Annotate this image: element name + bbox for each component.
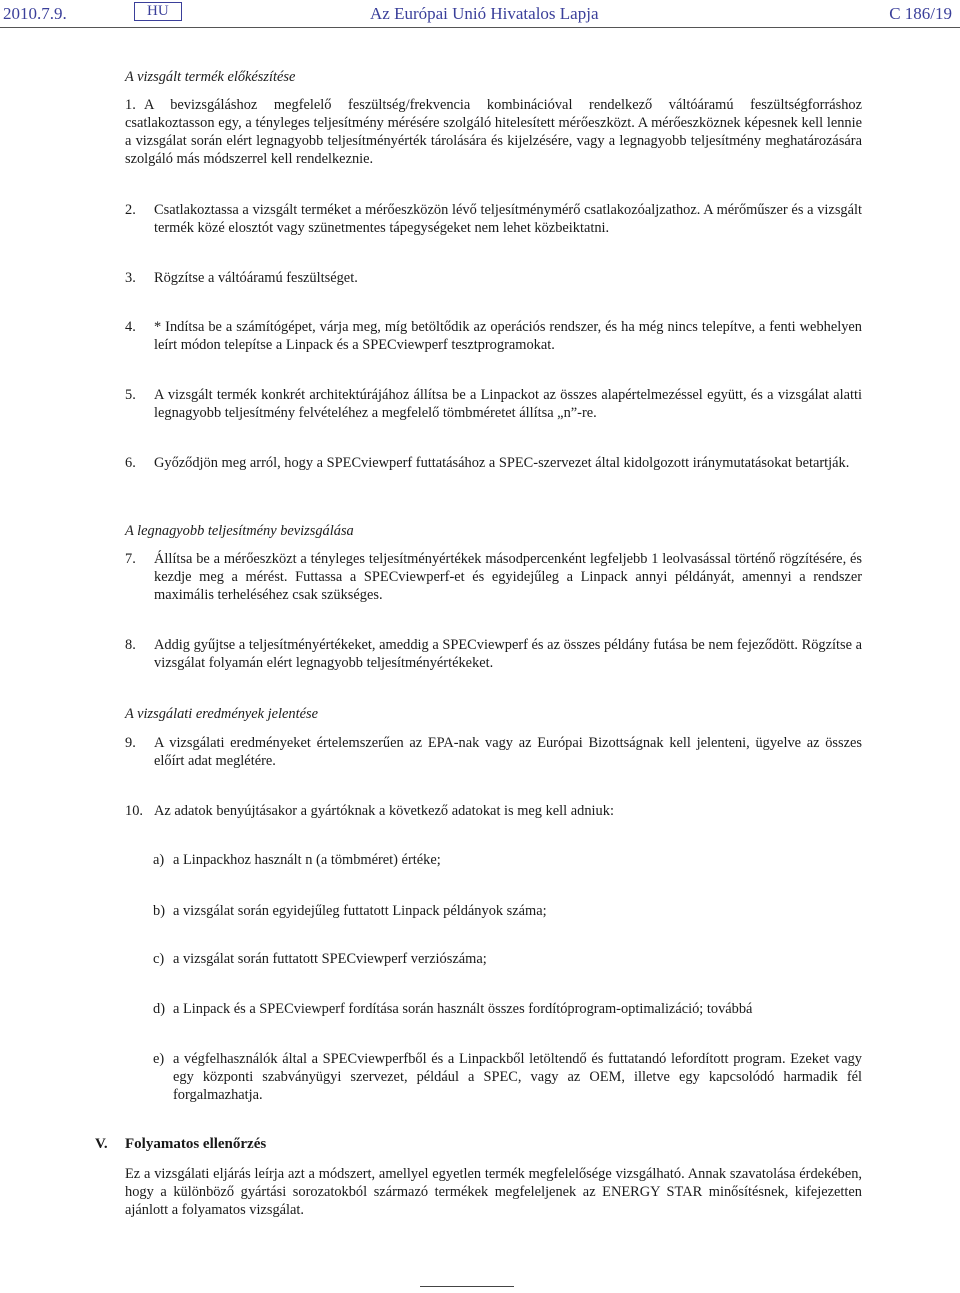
- sub-item-text: a végfelhasználók által a SPECviewperfből és a Linpackből letöltendő és futtatandó lefordított program. Ezeket vagy egy központi szabványügyi szervezet, például a SPEC, vagy az OEM, illetve egy kapcsolódó harmadik fél forgalmazhatja.: [173, 1051, 862, 1103]
- list-item: [125, 269, 862, 287]
- item-text: A vizsgált termék konkrét architektúrájához állítsa be a Linpackot az összes alapértelmezéssel együtt, és a vizsgálat alatti legnagyobb teljesítmény felvételéhez a megfelelő tömbméretet állítsa „n”-re.: [154, 387, 862, 421]
- item-number: 10.: [125, 803, 143, 819]
- section-heading-reporting: A vizsgálati eredmények jelentése: [125, 706, 319, 722]
- sub-item-text: a Linpack és a SPECviewperf fordítása során használt összes fordítóprogram-optimalizáció; továbbá: [173, 1001, 753, 1017]
- list-item: [125, 734, 862, 770]
- item-number: 3.: [125, 270, 136, 286]
- item-number: 9.: [125, 735, 136, 751]
- item-text: A vizsgálati eredményeket értelemszerűen az EPA-nak vagy az Európai Bizottságnak kell jelenteni, ügyelve az összes előírt adat meglétére.: [154, 735, 862, 769]
- item-text: * Indítsa be a számítógépet, várja meg, míg betöltődik az operációs rendszer, és ha még nincs telepítve, a fenti webhelyen leírt módon telepítse a Linpack és a SPECviewperf tesztprogramokat.: [154, 319, 862, 353]
- publication-date: 2010.7.9.: [3, 4, 67, 23]
- list-item: [125, 454, 862, 472]
- list-item: [125, 550, 862, 604]
- list-item: [125, 96, 862, 168]
- journal-title: Az Európai Unió Hivatalos Lapja: [370, 4, 599, 23]
- item-number: 1.: [125, 97, 136, 113]
- list-item: [125, 201, 862, 237]
- sub-list-item: [153, 902, 862, 920]
- item-number: 4.: [125, 319, 136, 335]
- item-number: 2.: [125, 202, 136, 218]
- sub-item-text: a vizsgálat során egyidejűleg futtatott Linpack példányok száma;: [173, 903, 547, 919]
- sub-list-item: [153, 1000, 862, 1018]
- sub-list-item: [153, 851, 862, 869]
- item-number: 6.: [125, 455, 136, 471]
- section-heading-max-power: A legnagyobb teljesítmény bevizsgálása: [125, 523, 354, 539]
- item-text: Győződjön meg arról, hogy a SPECviewperf futtatásához a SPEC-szervezet által kidolgozott iránymutatásokat betartják.: [154, 455, 850, 471]
- language-badge: HU: [134, 2, 182, 21]
- sub-item-letter: e): [153, 1051, 165, 1067]
- list-item: [125, 386, 862, 422]
- item-number: 8.: [125, 637, 136, 653]
- item-text: Az adatok benyújtásakor a gyártóknak a következő adatokat is meg kell adniuk:: [154, 803, 614, 819]
- sub-item-letter: a): [153, 852, 165, 868]
- item-text: Addig gyűjtse a teljesítményértékeket, ameddig a SPECviewperf és az összes példány futása be nem fejeződött. Rögzítse a vizsgálat folyamán elért legnagyobb teljesítményértékeket.: [154, 637, 862, 671]
- item-text: A bevizsgáláshoz megfelelő feszültség/frekvencia kombinációval rendelkező váltóáramú feszültségforráshoz csatlakoztasson egy, a tényleges teljesítmény mérésére szolgáló hitelesített mérőeszközt. A mérőeszköznek képesnek kell lennie a vizsgálat során elért legnagyobb teljesítményérték tárolására és kijelzésére, vagy a legnagyobb teljesítmény meghatározására szolgáló más módszerrel kell rendelkeznie.: [125, 97, 862, 167]
- sub-item-text: a Linpackhoz használt n (a tömbméret) értéke;: [173, 852, 441, 868]
- list-item: [125, 318, 862, 354]
- section-heading-preparation: A vizsgált termék előkészítése: [125, 69, 296, 85]
- page-number: C 186/19: [889, 4, 952, 23]
- header-rule: [0, 27, 960, 28]
- chapter-number: V.: [95, 1136, 108, 1152]
- chapter-title: Folyamatos ellenőrzés: [125, 1136, 267, 1152]
- sub-item-letter: d): [153, 1001, 165, 1017]
- item-number: 7.: [125, 551, 136, 567]
- item-number: 5.: [125, 387, 136, 403]
- sub-item-letter: b): [153, 903, 165, 919]
- item-text: Rögzítse a váltóáramú feszültséget.: [154, 270, 358, 286]
- list-item: [125, 802, 862, 820]
- list-item: [125, 636, 862, 672]
- sub-item-text: a vizsgálat során futtatott SPECviewperf verziószáma;: [173, 951, 487, 967]
- sub-list-item: [153, 1050, 862, 1104]
- chapter-paragraph: Ez a vizsgálati eljárás leírja azt a módszert, amellyel egyetlen termék megfelelősége vizsgálható. Annak szavatolása érdekében, hogy a különböző gyártási sorozatokból származó termékek megfeleljenek az ENERGY STAR minősítésnek, kifejezetten ajánlott a folyamatos vizsgálat.: [125, 1166, 862, 1218]
- item-text: Csatlakoztassa a vizsgált terméket a mérőeszközön lévő teljesítménymérő csatlakozóaljzathoz. A mérőműszer és a vizsgált termék közé elosztót vagy szünetmentes tápegységeket nem lehet közbeiktatni.: [154, 202, 862, 236]
- footer-rule: [420, 1286, 514, 1287]
- sub-item-letter: c): [153, 951, 165, 967]
- item-text: Állítsa be a mérőeszközt a tényleges teljesítményértékek másodpercenként legfeljebb 1 leolvasással történő rögzítésére, és kezdje meg a mérést. Futtassa a SPECviewperf-et és egyidejűleg a Linpack annyi példányát, amennyi a rendszer maximális terheléséhez csak szükséges.: [154, 551, 862, 603]
- page-header: [0, 0, 960, 26]
- sub-list-item: [153, 950, 862, 968]
